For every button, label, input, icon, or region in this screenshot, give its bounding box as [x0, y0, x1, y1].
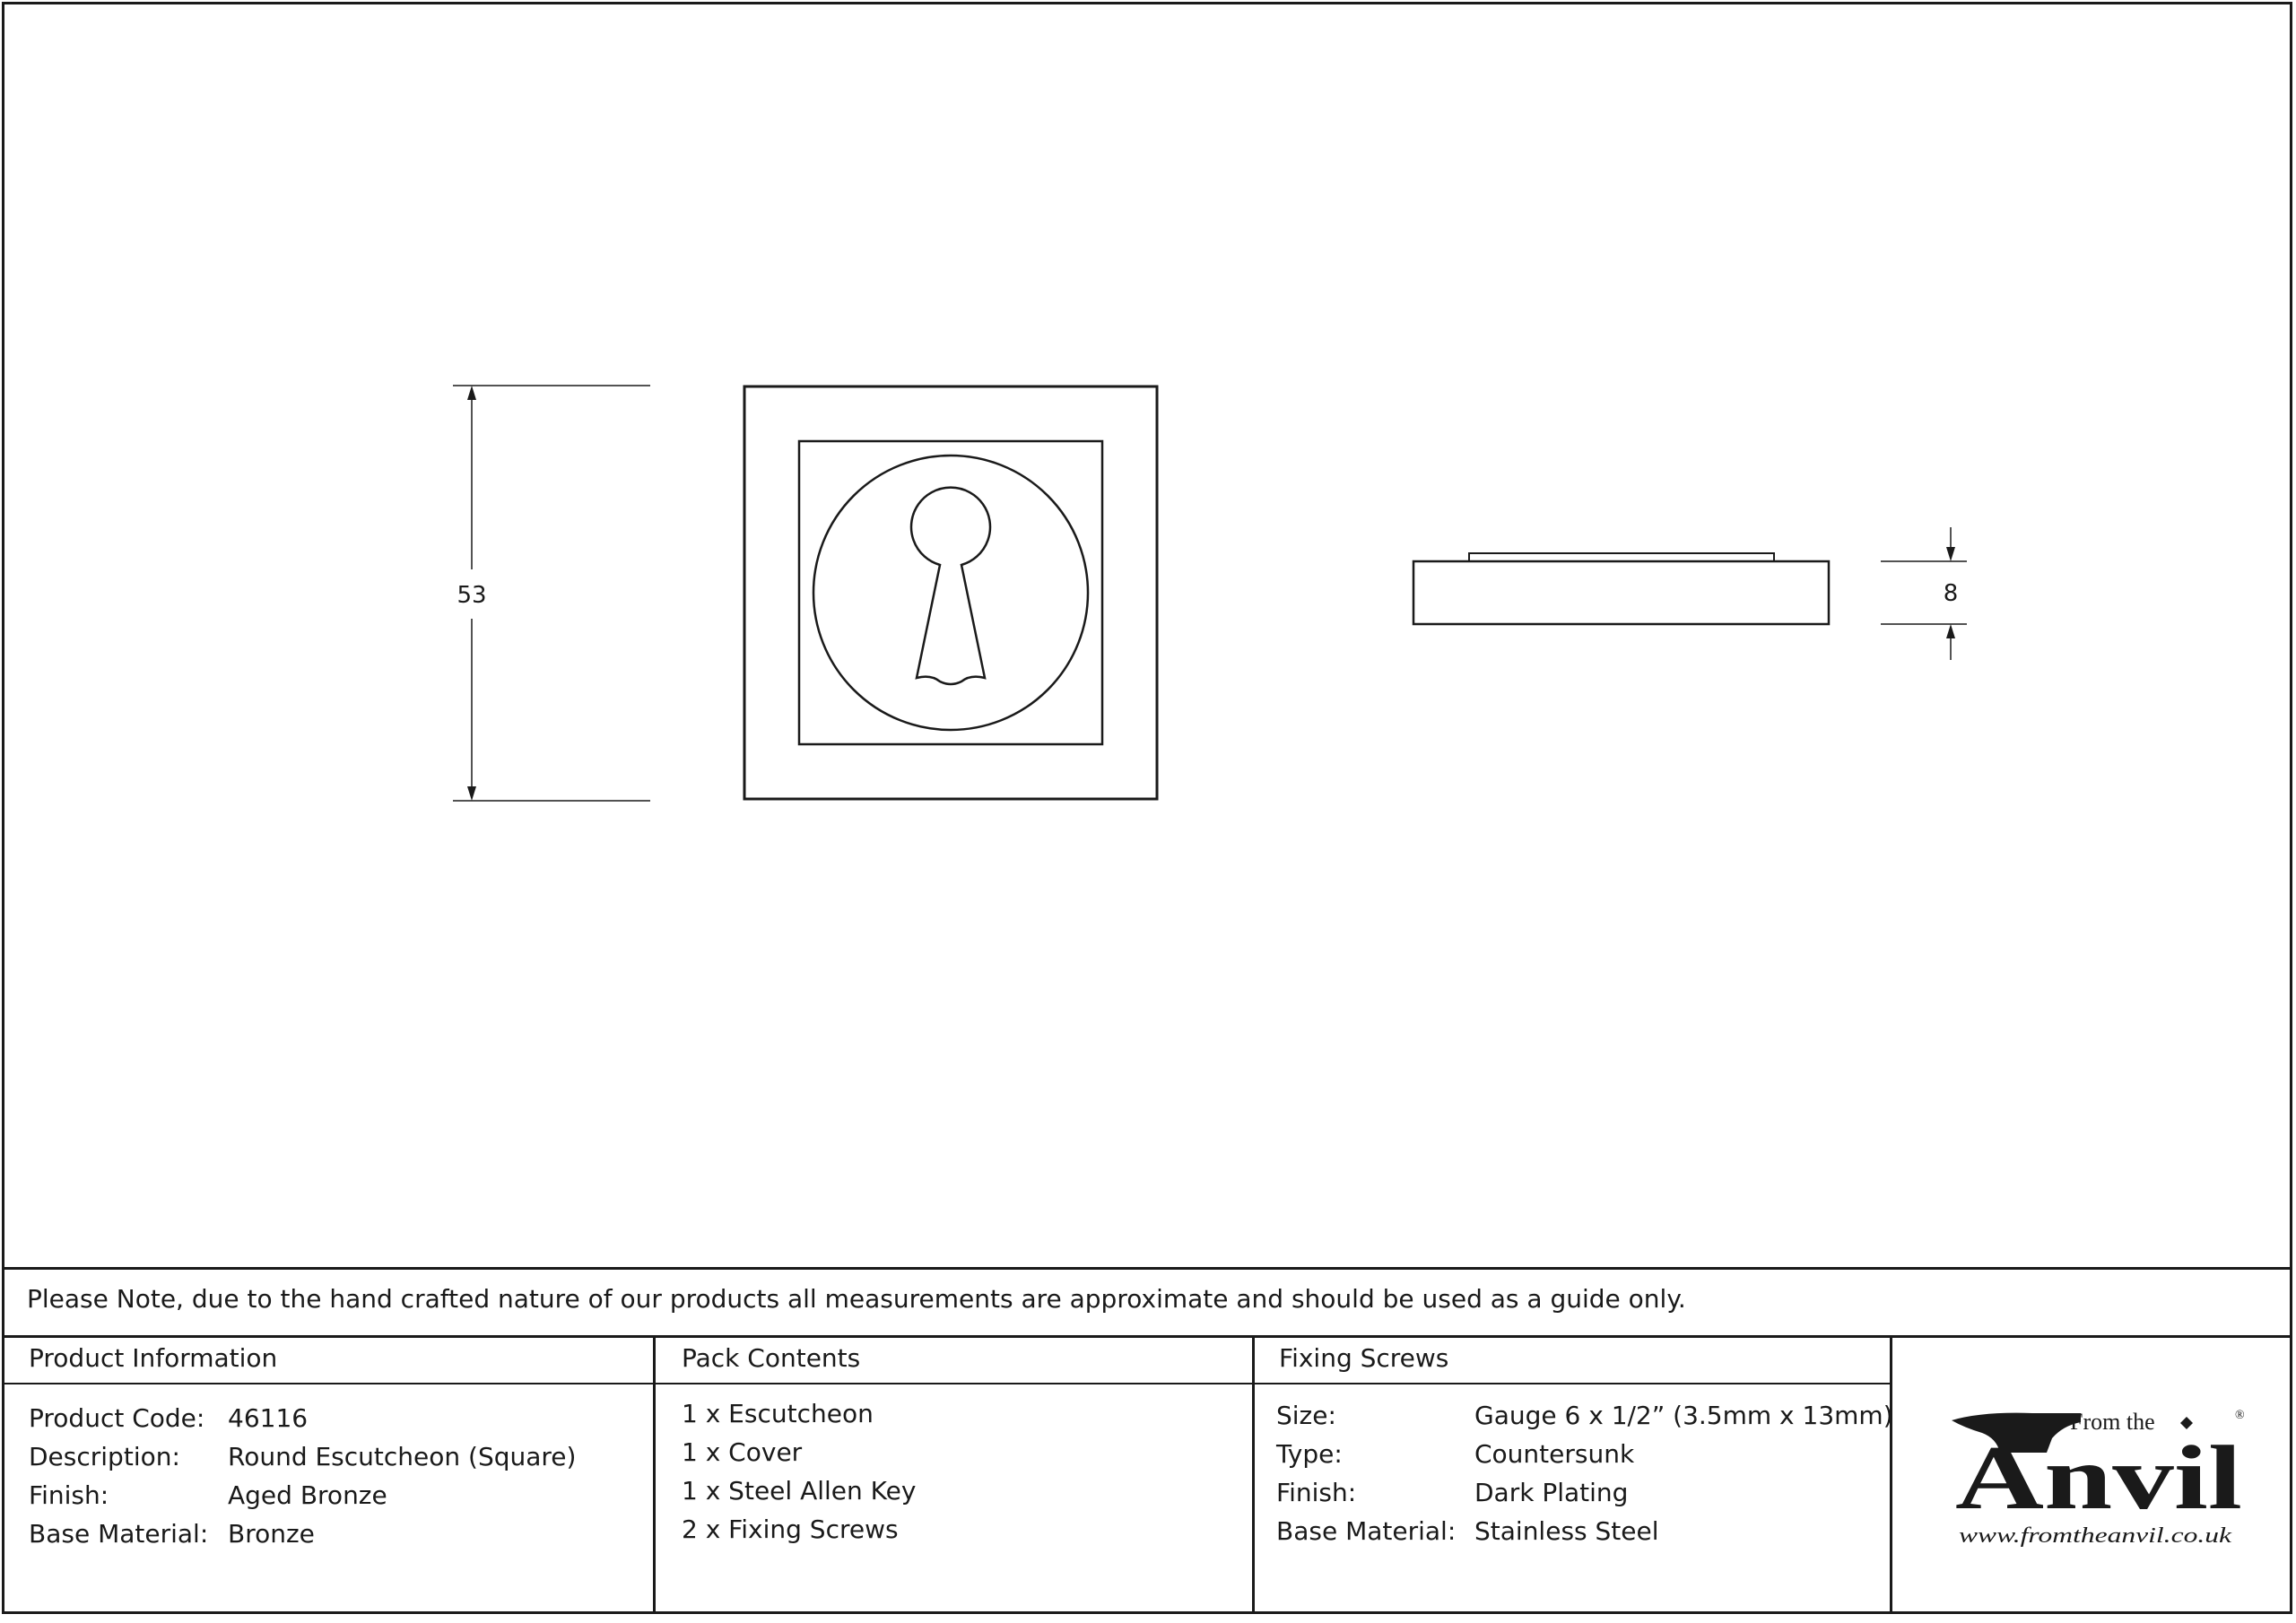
product-code-label: Product Code:: [29, 1403, 205, 1433]
base-material-value: Bronze: [228, 1519, 315, 1549]
screw-finish-label: Finish:: [1276, 1478, 1357, 1507]
header-divider: [3, 1383, 1892, 1384]
approximate-measurements-note: Please Note, due to the hand crafted nature of our products all measurements are approximate and should be used as a guide only.: [27, 1284, 1686, 1314]
product-info-title: Product Information: [29, 1343, 278, 1373]
base-material-label: Base Material:: [29, 1519, 209, 1549]
note-divider: [3, 1335, 2292, 1338]
pack-item: 1 x Cover: [682, 1437, 803, 1467]
side-view: [1413, 553, 1829, 624]
screw-size-value: Gauge 6 x 1/2” (3.5mm x 13mm): [1474, 1401, 1893, 1430]
logo-registered: ®: [2235, 1409, 2245, 1422]
logo-url: www.fromtheanvil.co.uk: [1959, 1524, 2232, 1548]
screw-finish-value: Dark Plating: [1474, 1478, 1629, 1507]
height-dimension-label: 53: [457, 582, 487, 609]
logo-from-the: From the: [2070, 1409, 2155, 1435]
front-view: [744, 386, 1157, 799]
pack-contents-title: Pack Contents: [682, 1343, 861, 1373]
screw-base-material-label: Base Material:: [1276, 1516, 1457, 1546]
description-value: Round Escutcheon (Square): [228, 1442, 577, 1471]
depth-dimension-label: 8: [1943, 580, 1959, 607]
pack-item: 2 x Fixing Screws: [682, 1515, 899, 1544]
product-code-value: 46116: [228, 1403, 309, 1433]
pack-item: 1 x Escutcheon: [682, 1399, 874, 1428]
col-divider-1: [653, 1335, 656, 1614]
col-divider-2: [1252, 1335, 1255, 1614]
screw-type-value: Countersunk: [1474, 1439, 1635, 1469]
col-divider-3: [1890, 1335, 1892, 1614]
screw-type-label: Type:: [1276, 1439, 1343, 1469]
screw-size-label: Size:: [1276, 1401, 1336, 1430]
logo-wordmark: Anvil: [1955, 1428, 2242, 1529]
screw-base-material-value: Stainless Steel: [1474, 1516, 1659, 1546]
title-block-top-border: [3, 1267, 2292, 1270]
keyhole-icon: [911, 488, 990, 684]
finish-label: Finish:: [29, 1480, 109, 1510]
description-label: Description:: [29, 1442, 180, 1471]
fixing-screws-title: Fixing Screws: [1279, 1343, 1449, 1373]
pack-item: 1 x Steel Allen Key: [682, 1476, 917, 1506]
from-the-anvil-logo: [1946, 1399, 2251, 1551]
finish-value: Aged Bronze: [228, 1480, 387, 1510]
